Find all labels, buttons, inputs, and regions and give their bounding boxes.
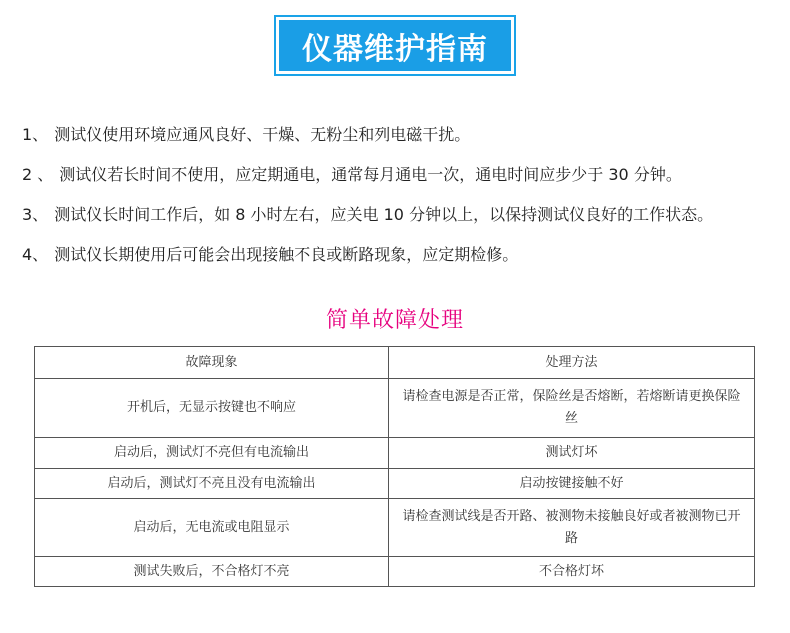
note-number: 1、 (22, 125, 49, 144)
symptom-cell: 启动后，测试灯不亮但有电流输出 (35, 438, 389, 469)
note-number: 4、 (22, 245, 49, 264)
symptom-cell: 开机后，无显示按键也不响应 (35, 379, 389, 438)
note-text: 测试仪若长时间不使用，应定期通电，通常每月通电一次，通电时间应步少于 30 分钟。 (59, 165, 682, 184)
table-header-row (35, 347, 755, 379)
note-item (22, 244, 782, 284)
solution-cell: 启动按键接触不好 (389, 469, 755, 499)
fault-table (34, 346, 755, 587)
solution-cell: 不合格灯坏 (389, 557, 755, 587)
note-number: 3、 (22, 205, 49, 224)
solution-cell: 请检查测试线是否开路、被测物未接触良好或者被测物已开路 (389, 499, 755, 557)
note-item (22, 124, 782, 164)
note-text: 测试仪长期使用后可能会出现接触不良或断路现象，应定期检修。 (54, 245, 519, 264)
note-text: 测试仪长时间工作后，如 8 小时左右，应关电 10 分钟以上，以保持测试仪良好的工作状态。 (54, 205, 714, 224)
table-row (35, 469, 755, 499)
title-banner (274, 15, 516, 76)
solution-cell: 请检查电源是否正常，保险丝是否熔断，若熔断请更换保险丝 (389, 379, 755, 438)
table-row (35, 438, 755, 469)
section-title: 简单故障处理 (325, 308, 464, 333)
symptom-cell: 测试失败后，不合格灯不亮 (35, 557, 389, 587)
maintenance-notes (22, 124, 782, 284)
table-row (35, 499, 755, 557)
symptom-cell: 启动后，测试灯不亮且没有电流输出 (35, 469, 389, 499)
note-number: 2 、 (22, 165, 54, 184)
table-row (35, 557, 755, 587)
column-header-solution: 处理方法 (389, 347, 755, 379)
column-header-symptom: 故障现象 (35, 347, 389, 379)
table-row (35, 379, 755, 438)
page-title: 仪器维护指南 (279, 20, 511, 71)
solution-cell: 测试灯坏 (389, 438, 755, 469)
symptom-cell: 启动后，无电流或电阻显示 (35, 499, 389, 557)
note-item (22, 204, 782, 244)
note-text: 测试仪使用环境应通风良好、干燥、无粉尘和列电磁干扰。 (54, 125, 471, 144)
note-item (22, 164, 782, 204)
